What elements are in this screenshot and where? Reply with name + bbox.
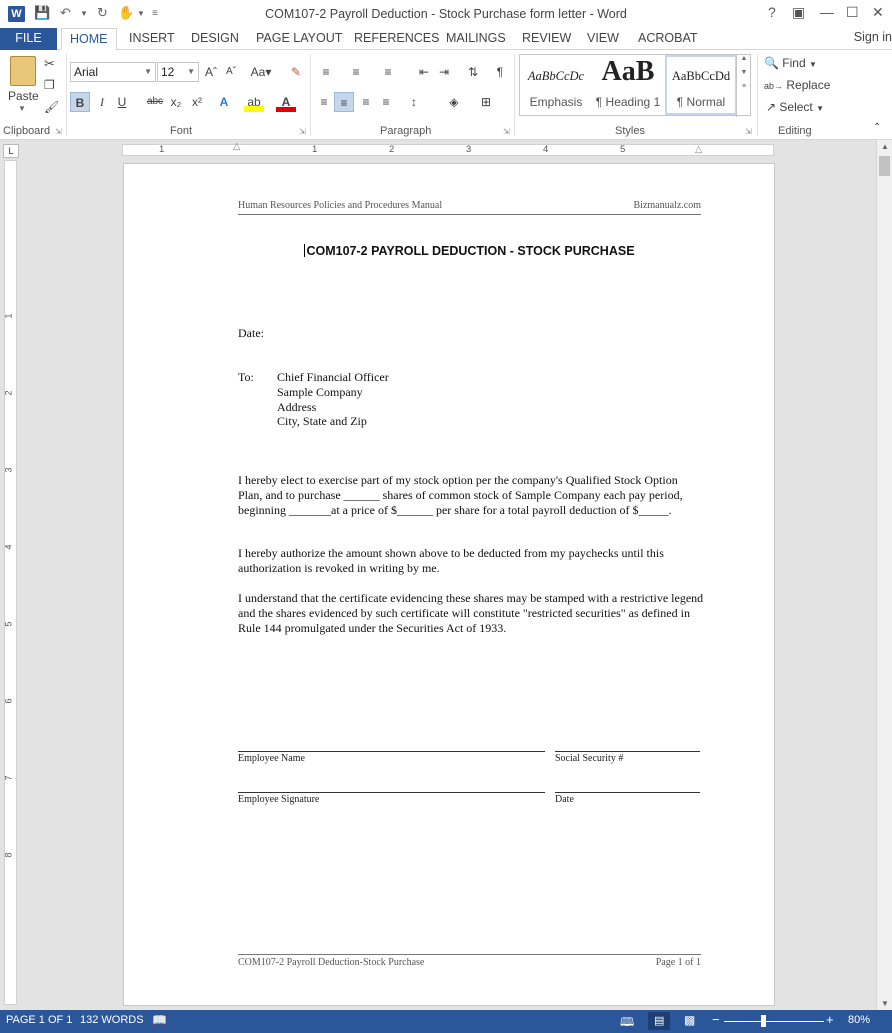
minimize-icon[interactable]: — — [820, 4, 834, 20]
word-logo-icon[interactable]: W — [8, 6, 25, 22]
select-label: Select — [779, 100, 813, 114]
page-count[interactable]: PAGE 1 OF 1 — [6, 1014, 73, 1026]
ruler-mark: 5 — [620, 144, 626, 155]
increase-indent-icon[interactable]: ⇥ — [438, 65, 450, 79]
clipboard-group-label: Clipboard — [3, 125, 51, 137]
styles-gallery — [519, 54, 751, 116]
footer-left-text: COM107-2 Payroll Deduction-Stock Purchase — [238, 957, 425, 968]
paste-icon[interactable] — [10, 56, 36, 86]
body-paragraph: I understand that the certificate evidencing these shares may be stamped with a restrictive legend and the shares evidenced by such certificate will constitute "restricted securities" as defined in Rule 144 promulgated under the Securities Act of 1933. — [238, 591, 704, 635]
multilevel-list-icon[interactable]: ≡ — [384, 65, 392, 79]
change-case-label: Aa — [250, 65, 266, 79]
italic-button[interactable]: I — [100, 95, 104, 109]
style-heading-1[interactable] — [592, 55, 664, 115]
tab-insert[interactable]: INSERT — [129, 31, 175, 45]
scrollbar-thumb[interactable] — [879, 156, 890, 176]
title-bar — [0, 0, 892, 28]
tab-page-layout[interactable]: PAGE LAYOUT — [256, 31, 343, 45]
ruler-mark: 2 — [3, 390, 14, 396]
scroll-down-icon[interactable]: ▼ — [881, 999, 889, 1008]
replace-icon: ab→ — [764, 81, 784, 91]
grow-font-icon[interactable]: Aˆ — [205, 65, 217, 79]
chevron-down-icon: ▼ — [187, 67, 195, 76]
font-size-value: 12 — [161, 65, 175, 79]
underline-button[interactable]: U — [117, 95, 127, 109]
paste-dropdown-icon[interactable]: ▼ — [18, 104, 26, 113]
tab-mailings[interactable]: MAILINGS — [446, 31, 506, 45]
line-spacing-icon[interactable]: ↕ — [411, 95, 417, 109]
ssn-label: Social Security # — [555, 753, 624, 764]
style-name: Emphasis — [529, 95, 583, 109]
chevron-down-icon: ▼ — [144, 67, 152, 76]
touch-mode-icon[interactable]: ✋ — [118, 5, 135, 20]
divider — [514, 54, 515, 136]
recipient-line: City, State and Zip — [277, 414, 367, 429]
ruler-mark: 1 — [159, 144, 165, 155]
tab-selector[interactable]: L — [3, 144, 19, 158]
header-left-text: Human Resources Policies and Procedures Manual — [238, 200, 443, 211]
ribbon-home — [0, 50, 892, 140]
styles-group-label: Styles — [615, 125, 645, 137]
tab-acrobat[interactable]: ACROBAT — [638, 31, 698, 45]
tab-design[interactable]: DESIGN — [191, 31, 239, 45]
ruler-mark: 8 — [3, 852, 14, 858]
ruler-mark: 1 — [312, 144, 318, 155]
sort-icon[interactable]: ⇅ — [467, 65, 479, 79]
styles-launcher-icon[interactable]: ⇲ — [745, 127, 752, 136]
subscript-button[interactable]: x₂ — [170, 95, 182, 109]
recipient-line: Address — [277, 399, 317, 414]
align-left-icon[interactable]: ≡ — [320, 95, 328, 109]
bold-button[interactable]: B — [70, 92, 90, 112]
header-right-text: Bizmanualz.com — [633, 200, 701, 211]
zoom-slider[interactable] — [724, 1021, 824, 1022]
style-name: ¶ Heading 1 — [595, 95, 661, 109]
highlight-color-icon[interactable]: ab — [244, 92, 264, 112]
date-signature-label: Date — [555, 794, 574, 805]
touch-dropdown-icon[interactable]: ▼ — [137, 9, 145, 18]
show-formatting-marks-icon[interactable]: ¶ — [496, 65, 504, 79]
paste-button[interactable]: Paste — [8, 89, 39, 103]
to-label: To: — [238, 370, 254, 384]
borders-icon[interactable]: ⊞ — [480, 95, 492, 109]
horizontal-ruler[interactable] — [122, 141, 774, 156]
clear-formatting-icon[interactable]: ✎ — [290, 65, 302, 79]
document-title[interactable] — [238, 244, 701, 258]
zoom-in-icon[interactable]: + — [826, 1012, 834, 1027]
signature-line — [238, 751, 545, 752]
paragraph-launcher-icon[interactable]: ⇲ — [503, 127, 510, 136]
cursor-arrow-icon: ↗ — [766, 100, 777, 114]
ruler-mark: 2 — [389, 144, 395, 155]
font-name-value: Arial — [74, 65, 99, 79]
style-sample: AaBbCcDd — [671, 69, 731, 83]
shading-icon[interactable]: ◈ — [449, 95, 459, 109]
shrink-font-icon[interactable]: Aˇ — [226, 66, 236, 77]
bullets-icon[interactable]: ≡ — [322, 65, 330, 79]
recipient-address — [277, 370, 389, 429]
indent-marker-icon[interactable]: △ — [233, 141, 241, 152]
divider — [310, 54, 311, 136]
align-center-icon[interactable]: ≡ — [334, 92, 354, 112]
replace-button[interactable] — [764, 78, 830, 92]
status-bar — [0, 1010, 892, 1033]
body-paragraph: I hereby elect to exercise part of my stock option per the company's Qualified Stock Option Plan, and to purchase ______ shares of common stock of Sample Company each pay period, beginning _______at a price of $______ per share for a total payroll deduction of $_____. — [238, 473, 683, 517]
ruler-mark: 1 — [3, 313, 14, 319]
customize-toolbar-icon[interactable]: ≡ — [152, 8, 158, 19]
ruler-mark: 4 — [3, 544, 14, 550]
document-title-text: COM107-2 PAYROLL DEDUCTION - STOCK PURCHASE — [306, 244, 635, 258]
align-right-icon[interactable]: ≡ — [362, 95, 370, 109]
footer-right-text: Page 1 of 1 — [655, 957, 701, 968]
signature-line — [238, 792, 545, 793]
employee-signature-label: Employee Signature — [238, 794, 320, 805]
styles-scroll[interactable]: ▲ ▼ ≡ — [736, 55, 751, 117]
collapse-ribbon-icon[interactable]: ⌃ — [873, 122, 882, 133]
format-painter-icon[interactable]: 🖌 — [44, 100, 60, 114]
chevron-down-icon: ▼ — [808, 60, 817, 69]
vertical-scrollbar[interactable] — [876, 140, 892, 1010]
chevron-down-icon: ▼ — [816, 104, 825, 113]
divider — [757, 54, 758, 136]
scroll-up-icon[interactable]: ▲ — [881, 142, 889, 151]
maximize-icon[interactable]: ☐ — [846, 4, 859, 20]
clipboard-launcher-icon[interactable]: ⇲ — [55, 127, 62, 136]
web-layout-icon[interactable]: ▩ — [684, 1013, 696, 1027]
cut-icon[interactable]: ✂ — [44, 56, 55, 71]
divider — [66, 54, 67, 136]
word-count[interactable]: 132 WORDS — [80, 1014, 144, 1026]
style-sample: AaBbCcDc — [527, 69, 585, 83]
document-page[interactable] — [123, 163, 775, 1006]
style-name: ¶ Normal — [676, 95, 726, 109]
find-button[interactable] — [764, 56, 817, 70]
binoculars-icon: 🔍 — [764, 56, 779, 70]
help-button[interactable]: ? — [768, 4, 776, 20]
editing-group-label: Editing — [778, 125, 812, 137]
undo-icon[interactable]: ↶ — [60, 5, 71, 20]
zoom-out-icon[interactable]: − — [712, 1012, 720, 1027]
tab-file[interactable]: FILE — [0, 28, 57, 50]
window-title: COM107-2 Payroll Deduction - Stock Purchase form letter - Word — [265, 7, 627, 21]
proofing-icon[interactable]: 📖 — [152, 1013, 167, 1027]
print-layout-icon[interactable]: ▤ — [648, 1012, 670, 1030]
font-group-label: Font — [170, 125, 193, 137]
zoom-level[interactable]: 80% — [848, 1014, 871, 1026]
ribbon-tabs — [0, 28, 892, 50]
font-color-icon[interactable]: A — [276, 92, 296, 112]
body-paragraph: I hereby authorize the amount shown above to be deducted from my paychecks until this authorization is revoked in writing by me. — [238, 546, 664, 575]
undo-dropdown-icon[interactable]: ▼ — [80, 9, 88, 18]
decrease-indent-icon[interactable]: ⇤ — [418, 65, 430, 79]
tab-references[interactable]: REFERENCES — [354, 31, 440, 45]
tab-view[interactable]: VIEW — [587, 31, 619, 45]
font-size-select[interactable] — [157, 62, 199, 82]
style-normal[interactable] — [665, 55, 737, 115]
style-emphasis[interactable] — [520, 55, 592, 115]
read-mode-icon[interactable]: 🕮 — [620, 1015, 635, 1029]
strikethrough-button[interactable]: abc — [146, 96, 164, 107]
ruler-mark: 3 — [466, 144, 472, 155]
ruler-mark: 6 — [3, 698, 14, 704]
ruler-mark: 4 — [543, 144, 549, 155]
page-header — [238, 200, 701, 215]
signature-line — [555, 792, 700, 793]
ruler-mark: 5 — [3, 621, 14, 627]
style-sample: AaB — [601, 56, 655, 87]
font-launcher-icon[interactable]: ⇲ — [299, 127, 306, 136]
close-icon[interactable]: ✕ — [872, 4, 884, 20]
replace-label: Replace — [786, 78, 831, 92]
ribbon-display-options-icon[interactable]: ▣ — [792, 4, 806, 20]
copy-icon[interactable]: ❐ — [44, 78, 55, 92]
page-footer — [238, 954, 701, 970]
right-indent-marker-icon[interactable]: △ — [695, 144, 703, 155]
superscript-button[interactable]: x² — [192, 95, 202, 109]
find-label: Find — [782, 56, 806, 70]
signature-line — [555, 751, 700, 752]
tab-home[interactable]: HOME — [61, 28, 117, 51]
font-name-select[interactable] — [70, 62, 156, 82]
ruler-mark: 3 — [3, 467, 14, 473]
justify-icon[interactable]: ≡ — [382, 95, 390, 109]
paragraph-group-label: Paragraph — [380, 125, 432, 137]
select-button[interactable] — [766, 100, 824, 114]
recipient-line: Sample Company — [277, 384, 363, 399]
ruler-mark: 7 — [3, 775, 14, 781]
employee-name-label: Employee Name — [238, 753, 305, 764]
redo-icon[interactable]: ↻ — [97, 5, 108, 20]
text-effects-icon[interactable]: A — [219, 95, 229, 109]
date-label: Date: — [238, 326, 264, 340]
recipient-line: Chief Financial Officer — [277, 370, 389, 384]
save-icon[interactable]: 💾 — [34, 5, 51, 20]
vertical-ruler[interactable] — [4, 160, 17, 1005]
sign-in-link[interactable]: Sign in — [853, 30, 892, 44]
change-case-button[interactable]: Aa▾ — [250, 65, 272, 79]
zoom-slider-thumb[interactable] — [761, 1015, 766, 1027]
numbering-icon[interactable]: ≡ — [352, 65, 360, 79]
tab-review[interactable]: REVIEW — [522, 31, 572, 45]
